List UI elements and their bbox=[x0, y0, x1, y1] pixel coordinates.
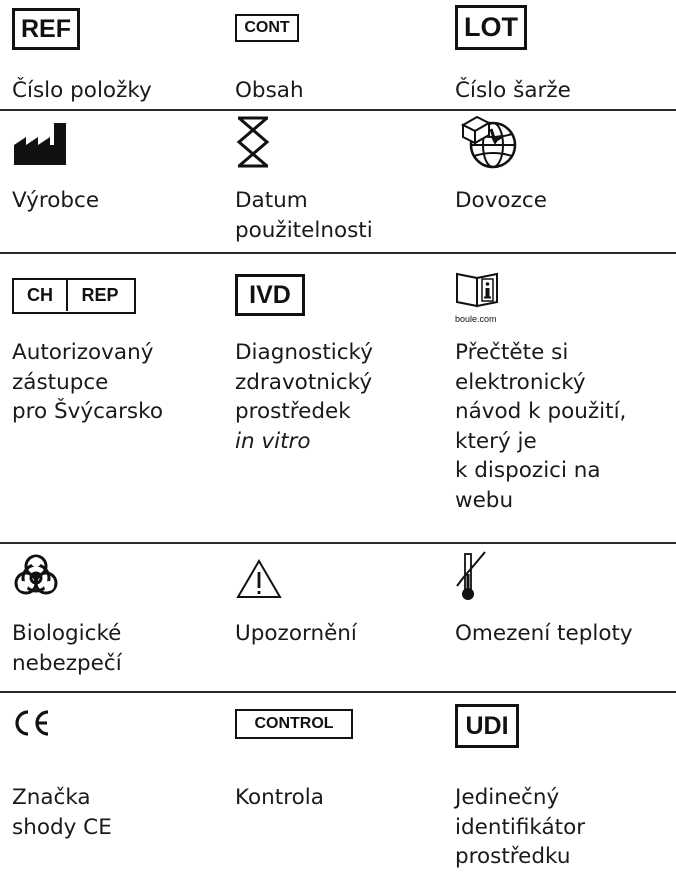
manufacturer-label: Výrobce bbox=[12, 188, 100, 213]
control-label: Kontrola bbox=[235, 785, 324, 810]
ch-rep-symbol bbox=[12, 278, 136, 314]
ce-label: Značka shody CE bbox=[12, 785, 112, 840]
row-divider-2 bbox=[0, 252, 676, 254]
expiry-label: Datum použitelnosti bbox=[235, 188, 373, 243]
biohazard-label: Biologické nebezpečí bbox=[12, 621, 122, 676]
udi-symbol: UDI bbox=[455, 704, 519, 748]
thermometer-limit-icon bbox=[455, 548, 487, 604]
temperature-label: Omezení teploty bbox=[455, 621, 633, 646]
instructions-book-icon bbox=[455, 270, 499, 308]
ivd-label: Diagnostický zdravotnický prostředek in vitro bbox=[235, 340, 373, 454]
hourglass-icon bbox=[235, 115, 271, 169]
row-divider-4 bbox=[0, 691, 676, 693]
lot-symbol: LOT bbox=[455, 5, 527, 50]
swiss-rep-label: Autorizovaný zástupce pro Švýcarsko bbox=[12, 340, 163, 424]
row-divider-1 bbox=[0, 109, 676, 111]
ref-symbol: REF bbox=[12, 8, 80, 50]
ce-mark-icon bbox=[12, 709, 52, 737]
control-symbol: CONTROL bbox=[235, 709, 353, 739]
importer-label: Dovozce bbox=[455, 188, 547, 213]
ref-label: Číslo položky bbox=[12, 78, 152, 103]
eifu-url-caption: boule.com bbox=[455, 314, 497, 324]
ch-rep-symbol-left: CH bbox=[14, 280, 68, 311]
globe-package-icon bbox=[455, 111, 521, 171]
warning-triangle-icon bbox=[235, 558, 283, 600]
ch-rep-symbol-right: REP bbox=[81, 285, 119, 305]
udi-label: Jedinečný identifikátor prostředku bbox=[455, 785, 586, 869]
eifu-label: Přečtěte si elektronický návod k použití, který je k dispozici na webu bbox=[455, 340, 627, 513]
caution-label: Upozornění bbox=[235, 621, 357, 646]
row-divider-3 bbox=[0, 542, 676, 544]
ivd-symbol: IVD bbox=[235, 274, 305, 316]
factory-icon bbox=[12, 121, 70, 167]
cont-label: Obsah bbox=[235, 78, 304, 103]
cont-symbol: CONT bbox=[235, 14, 299, 42]
biohazard-icon bbox=[12, 552, 60, 600]
lot-label: Číslo šarže bbox=[455, 78, 571, 103]
